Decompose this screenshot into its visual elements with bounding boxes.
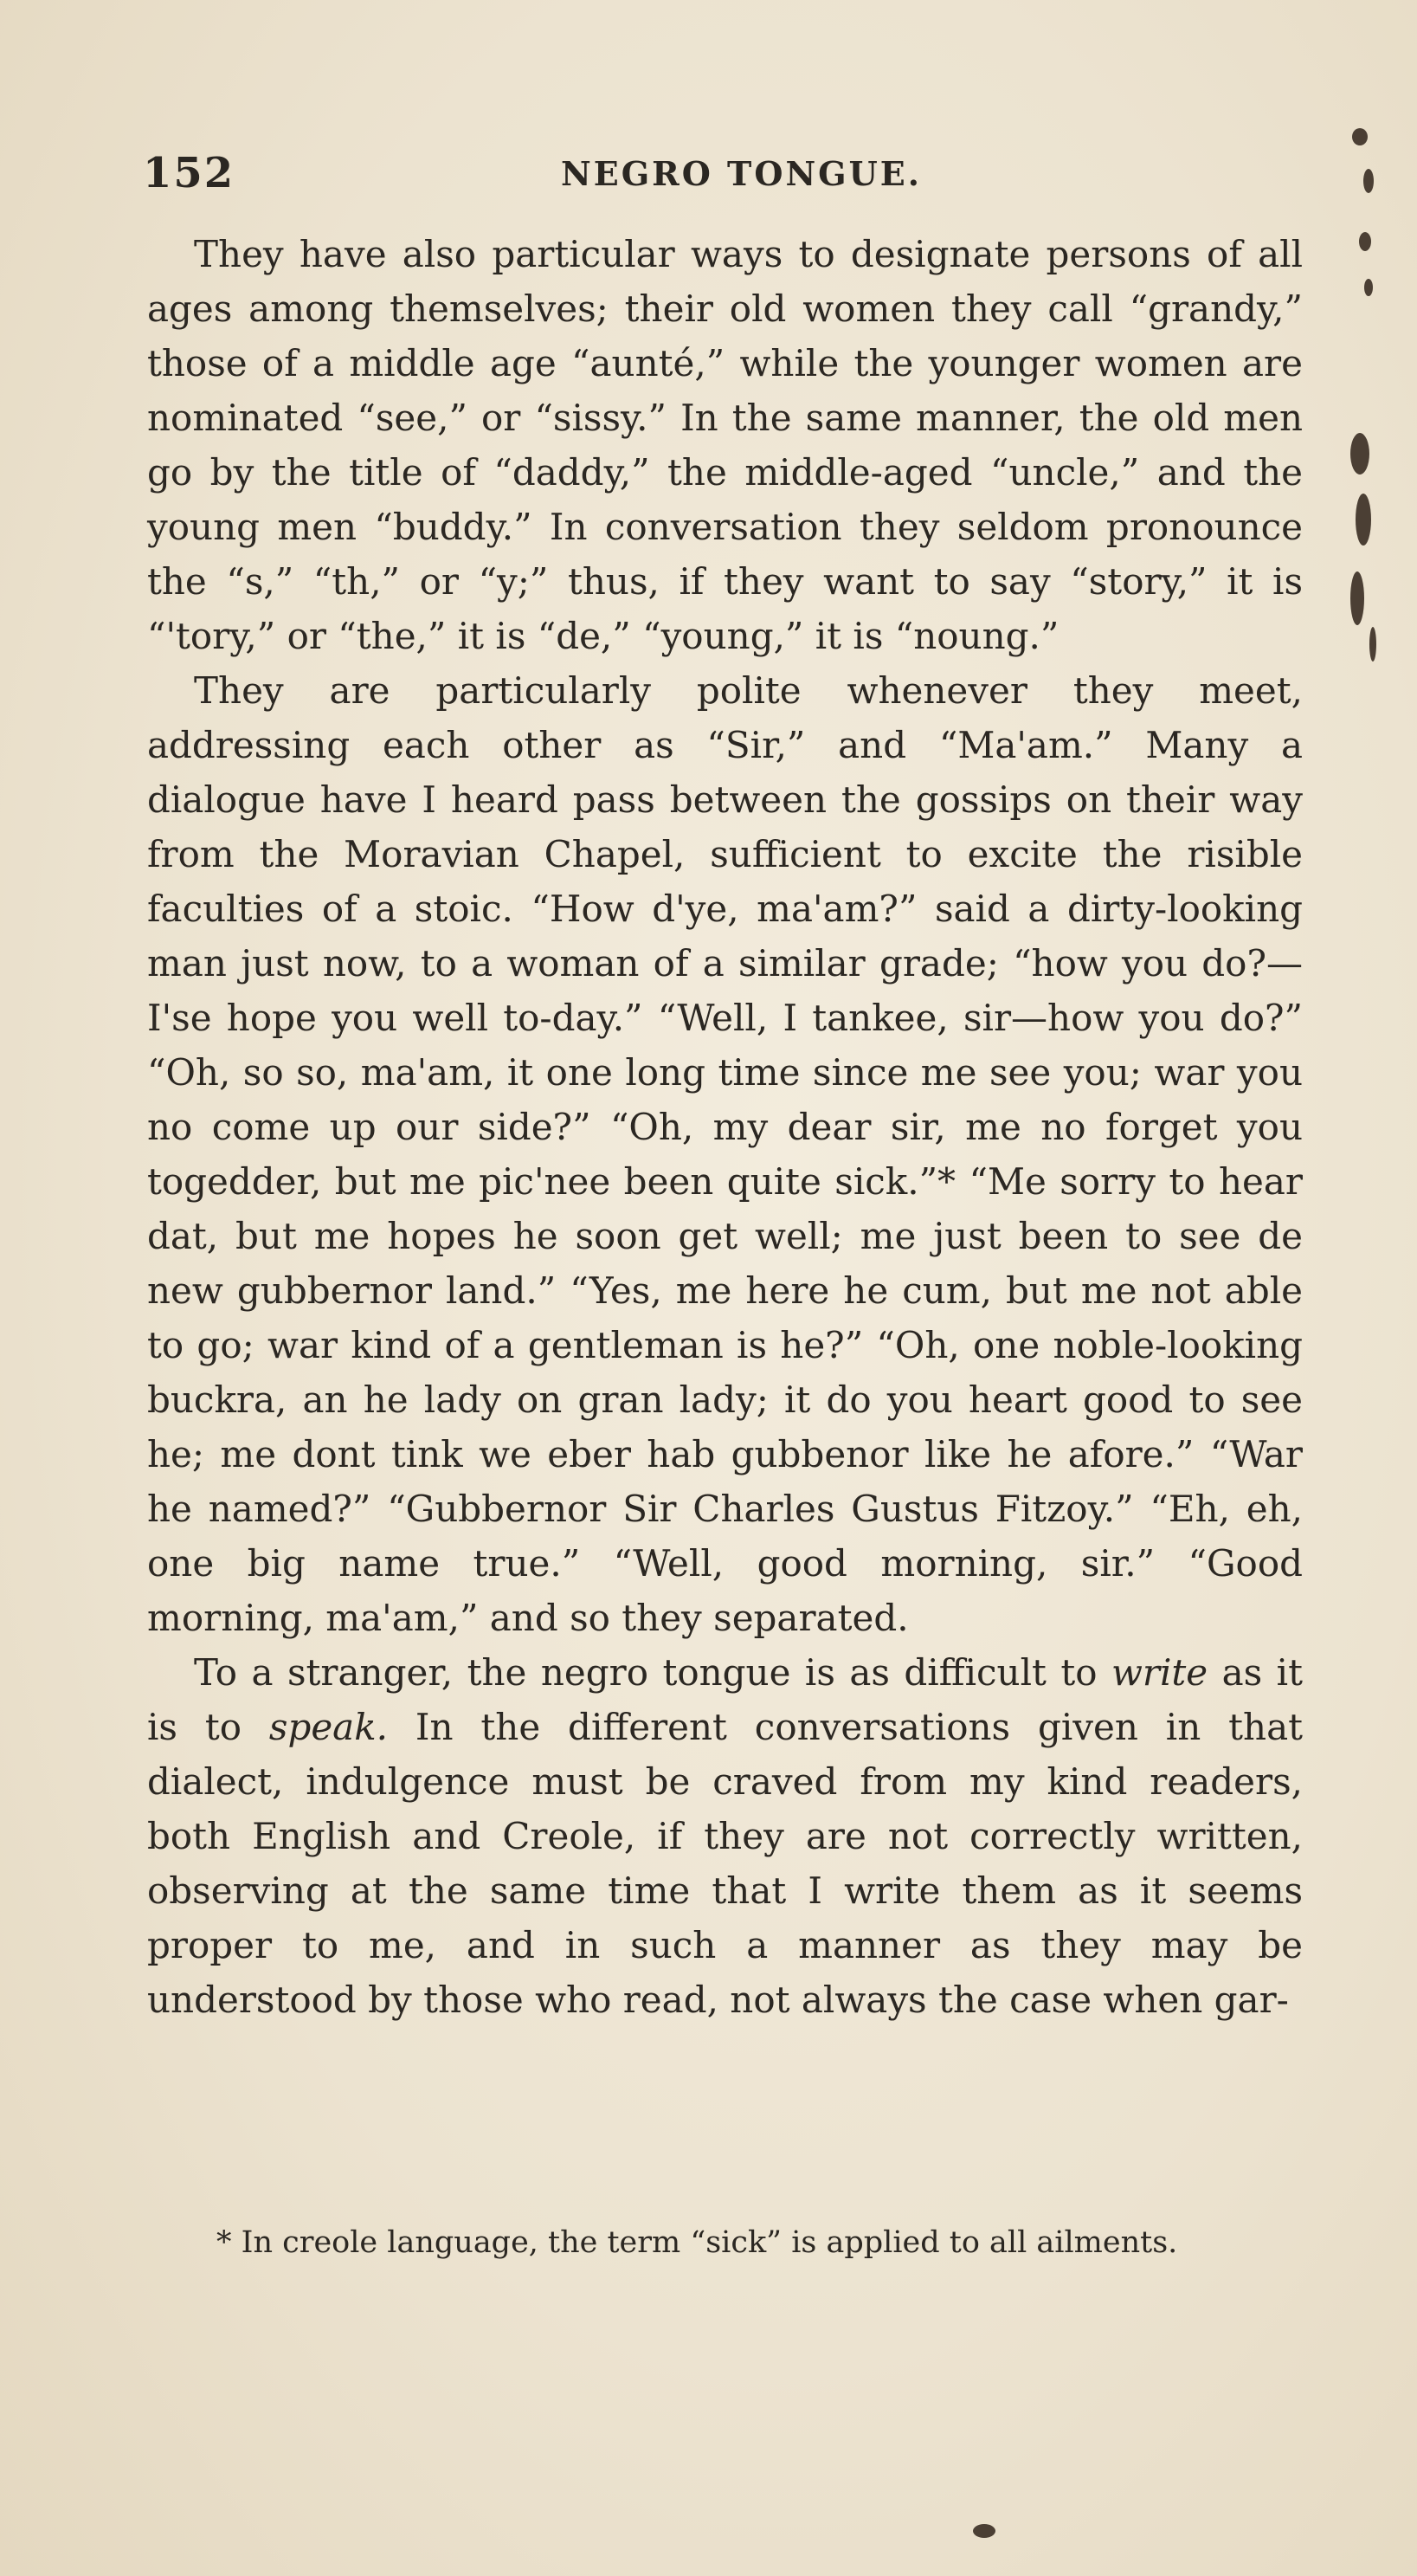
stain-mark — [973, 2524, 995, 2538]
emphasis-speak: speak. — [268, 1706, 389, 1748]
stain-mark — [1352, 128, 1368, 145]
paragraph-3-text-b: as it is to — [147, 1651, 1303, 1748]
stain-mark — [1350, 571, 1364, 625]
stain-mark — [1363, 169, 1374, 193]
paragraph-1: They have also particular ways to designate persons of all ages among themselves; their old women they call “grandy,” those of a middle age “aunté,” while the younger women are nominated “see,” or “sissy.” In the same manner, the old men go by the title of “daddy,” the middle-aged “uncle,” and the young men “buddy.” In conversation they seldom pronounce the “s,” “th,” or “y;” thus, if they want to say “story,” it is “'tory,” or “the,” it is “de,” “young,” it is “noung.” — [147, 233, 1303, 657]
emphasis-write: write — [1111, 1651, 1208, 1694]
page-number: 152 — [143, 149, 235, 197]
paragraph-3 — [147, 1645, 1303, 2027]
stain-mark — [1369, 627, 1376, 662]
stain-mark — [1356, 494, 1371, 546]
paragraph-3-text-c: In the different conversations given in that dialect, indulgence must be craved from my kind readers, both English and Creole, if they are not correctly written, observing at the same time that I write them as it seems proper to me, and in such a manner as they may be understood by those who read, not always the case when gar- — [147, 1706, 1303, 2021]
body-text — [147, 227, 1303, 2027]
stain-mark — [1359, 232, 1371, 251]
paragraph-3-text-a: To a stranger, the negro tongue is as difficult to — [194, 1651, 1111, 1694]
footnote: * In creole language, the term “sick” is applied to all ailments. — [216, 2225, 1178, 2260]
running-head: NEGRO TONGUE. — [561, 154, 922, 193]
page-header — [143, 149, 1298, 201]
stain-mark — [1350, 433, 1369, 475]
paragraph-2: They are particularly polite whenever they meet, addressing each other as “Sir,” and “Ma'am.” Many a dialogue have I heard pass between the gossips on their way from the Moravian Chapel, sufficient to excite the risible faculties of a stoic. “How d'ye, ma'am?” said a dirty-looking man just now, to a woman of a similar grade; “how you do?—I'se hope you well to-day.” “Well, I tankee, sir—how you do?” “Oh, so so, ma'am, it one long time since me see you; war you no come up our side?” “Oh, my dear sir, me no forget you togedder, but me pic'nee been quite sick.”* “Me sorry to hear dat, but me hopes he soon get well; me just been to see de new gubbernor land.” “Yes, me here he cum, but me not able to go; war kind of a gentleman is he?” “Oh, one noble-looking buckra, an he lady on gran lady; it do you heart good to see he; me dont tink we eber hab gubbenor like he afore.” “War he named?” “Gubbernor Sir Charles Gustus Fitzoy.” “Eh, eh, one big name true.” “Well, good morning, sir.” “Good morning, ma'am,” and so they separated. — [147, 669, 1303, 1639]
stain-mark — [1364, 279, 1373, 296]
